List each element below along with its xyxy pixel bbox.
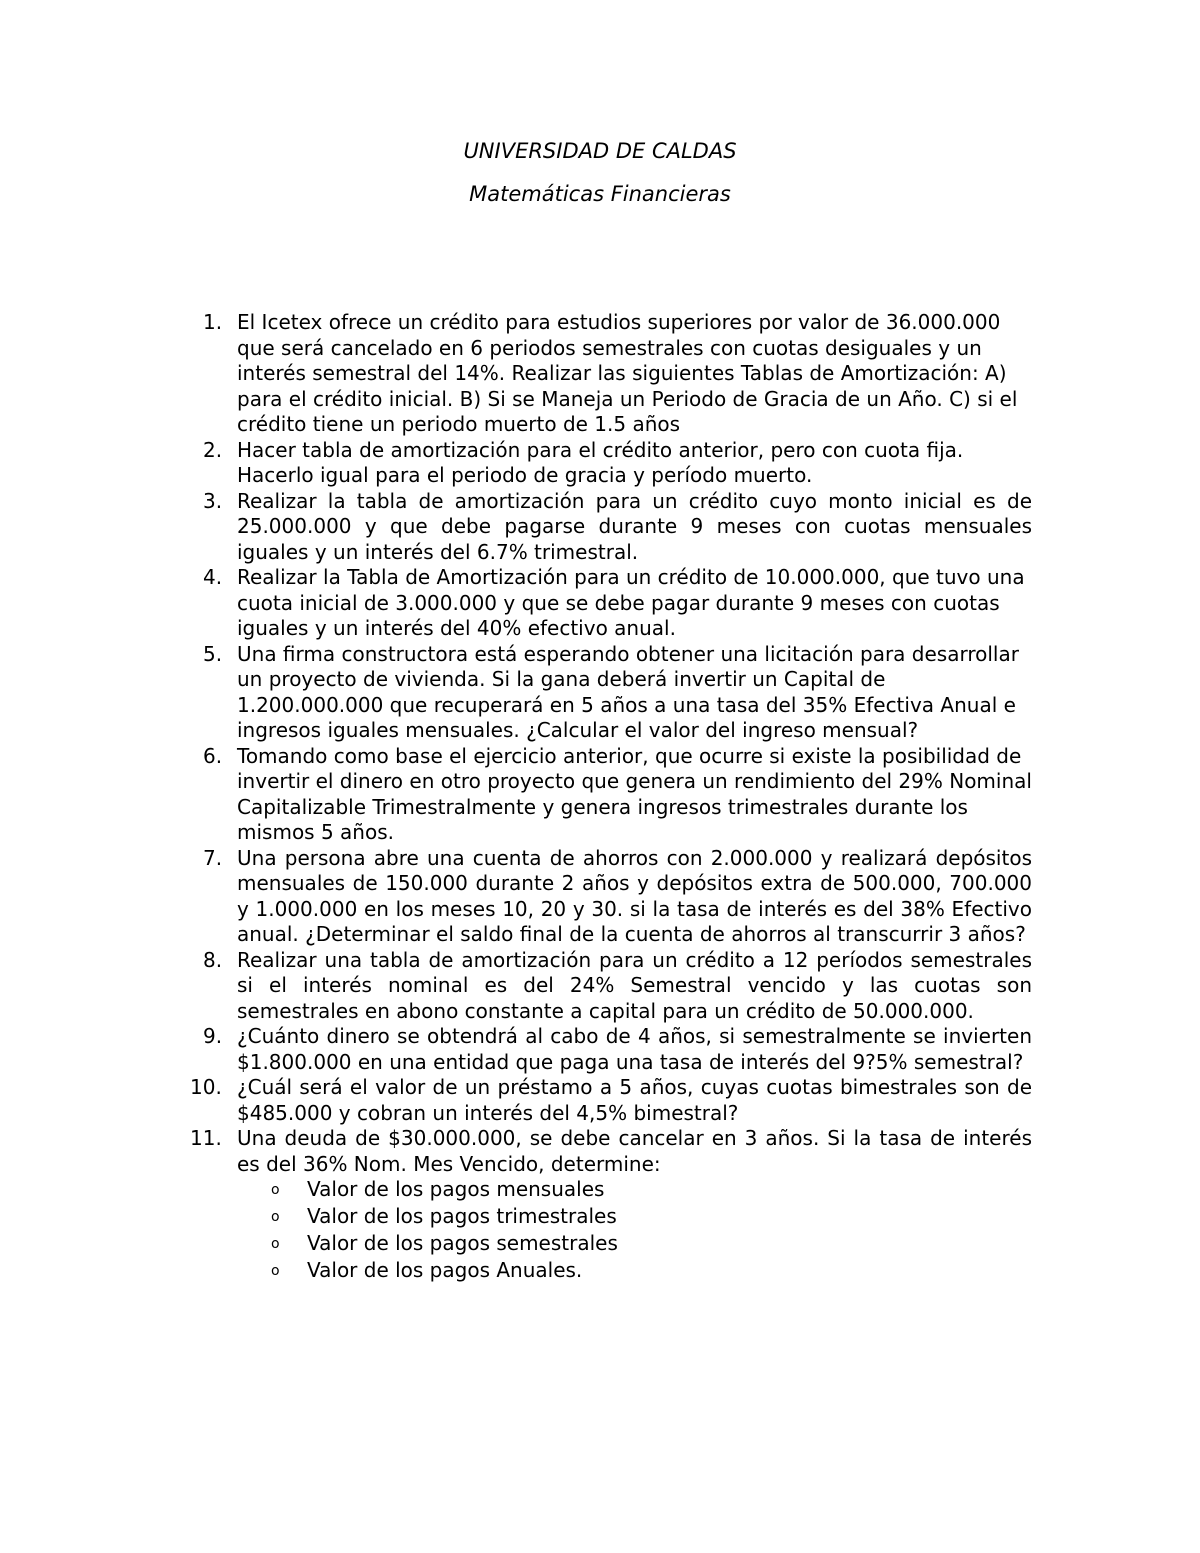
bullet-icon: o	[271, 1209, 280, 1225]
exercise-text: Una firma constructora está esperando obtener una licitación para desarrollar un proyecto de vivienda. Si la gana deberá invertir un Capital de 1.200.000.000 que recuperará en 5 años a una tasa del 35% Efectiva Anual e ingresos iguales mensuales. ¿Calcular el valor del ingreso mensual?	[237, 641, 1019, 742]
exercise-list	[190, 310, 1032, 1285]
course-title: Matemáticas Financieras	[469, 182, 731, 206]
sub-item	[237, 1204, 1032, 1231]
exercise-item	[190, 1126, 1032, 1285]
exercise-text: Una persona abre una cuenta de ahorros con 2.000.000 y realizará depósitos mensuales de 150.000 durante 2 años y depósitos extra de 500.000, 700.000 y 1.000.000 en los meses 10, 20 y 30. si la tasa de interés es del 38% Efectivo anual. ¿Determinar el saldo final de la cuenta de ahorros al transcurrir 3 años?	[237, 845, 1032, 946]
exercise-text: El Icetex ofrece un crédito para estudios superiores por valor de 36.000.000 que será cancelado en 6 periodos semestrales con cuotas desiguales y un interés semestral del 14%. Realizar las siguientes Tablas de Amortización: A) para el crédito inicial. B) Si se Maneja un Periodo de Gracia de un Año. C) si el crédito tiene un periodo muerto de 1.5 años	[237, 310, 1018, 436]
exercise-item	[190, 438, 1032, 489]
sub-item	[237, 1258, 1032, 1285]
exercise-number: 10.	[190, 1075, 222, 1099]
bullet-icon: o	[271, 1236, 280, 1252]
exercise-number: 8.	[203, 947, 223, 972]
exercise-item	[190, 310, 1032, 438]
exercise-number: 4.	[203, 565, 223, 589]
exercise-item	[190, 846, 1032, 948]
exercise-text: Una deuda de $30.000.000, se debe cancelar en 3 años. Si la tasa de interés es del 36% Nom. Mes Vencido, determine:	[237, 1126, 1032, 1176]
exercise-number: 3.	[203, 488, 223, 513]
exercise-item	[190, 565, 1032, 642]
sub-item-text: Valor de los pagos Anuales.	[307, 1258, 583, 1282]
exercise-number: 9.	[203, 1024, 223, 1048]
exercise-text: Tomando como base el ejercicio anterior, que ocurre si existe la posibilidad de invertir el dinero en otro proyecto que genera un rendimiento del 29% Nominal Capitalizable Trimestralmente y genera ingresos trimestrales durante los mismos 5 años.	[237, 743, 1032, 844]
sub-item-list	[190, 1177, 1032, 1285]
exercise-text: ¿Cuánto dinero se obtendrá al cabo de 4 años, si semestralmente se invierten $1.800.000 en una entidad que paga una tasa de interés del 9?5% semestral?	[237, 1024, 1032, 1074]
exercise-item	[190, 1075, 1032, 1126]
sub-item-text: Valor de los pagos mensuales	[307, 1177, 605, 1201]
exercise-number: 7.	[203, 845, 223, 870]
exercise-number: 5.	[203, 641, 223, 666]
sub-item	[237, 1177, 1032, 1204]
exercise-text: Hacer tabla de amortización para el crédito anterior, pero con cuota fija. Hacerlo igual para el periodo de gracia y período muerto.	[237, 437, 964, 487]
exercise-item	[190, 489, 1032, 566]
exercise-item	[190, 1024, 1032, 1075]
exercise-number: 1.	[203, 310, 223, 334]
bullet-icon: o	[271, 1182, 280, 1198]
exercise-text: Realizar la Tabla de Amortización para un crédito de 10.000.000, que tuvo una cuota inicial de 3.000.000 y que se debe pagar durante 9 meses con cuotas iguales y un interés del 40% efectivo anual.	[237, 565, 1025, 640]
exercise-number: 11.	[190, 1126, 222, 1150]
exercise-text: Realizar la tabla de amortización para un crédito cuyo monto inicial es de 25.000.000 y que debe pagarse durante 9 meses con cuotas mensuales iguales y un interés del 6.7% trimestral.	[237, 488, 1032, 564]
exercise-number: 2.	[203, 437, 223, 462]
exercise-item	[190, 948, 1032, 1025]
sub-item	[237, 1231, 1032, 1258]
sub-item-text: Valor de los pagos semestrales	[307, 1231, 618, 1255]
sub-item-text: Valor de los pagos trimestrales	[307, 1204, 617, 1228]
exercise-text: Realizar una tabla de amortización para un crédito a 12 períodos semestrales si el interés nominal es del 24% Semestral vencido y las cuotas son semestrales en abono constante a capital para un crédito de 50.000.000.	[237, 947, 1032, 1023]
exercise-item	[190, 642, 1032, 744]
exercise-item	[190, 744, 1032, 846]
exercise-text: ¿Cuál será el valor de un préstamo a 5 años, cuyas cuotas bimestrales son de $485.000 y cobran un interés del 4,5% bimestral?	[237, 1075, 1032, 1125]
university-title: UNIVERSIDAD DE CALDAS	[463, 139, 737, 163]
bullet-icon: o	[271, 1263, 280, 1279]
exercise-number: 6.	[203, 743, 223, 768]
